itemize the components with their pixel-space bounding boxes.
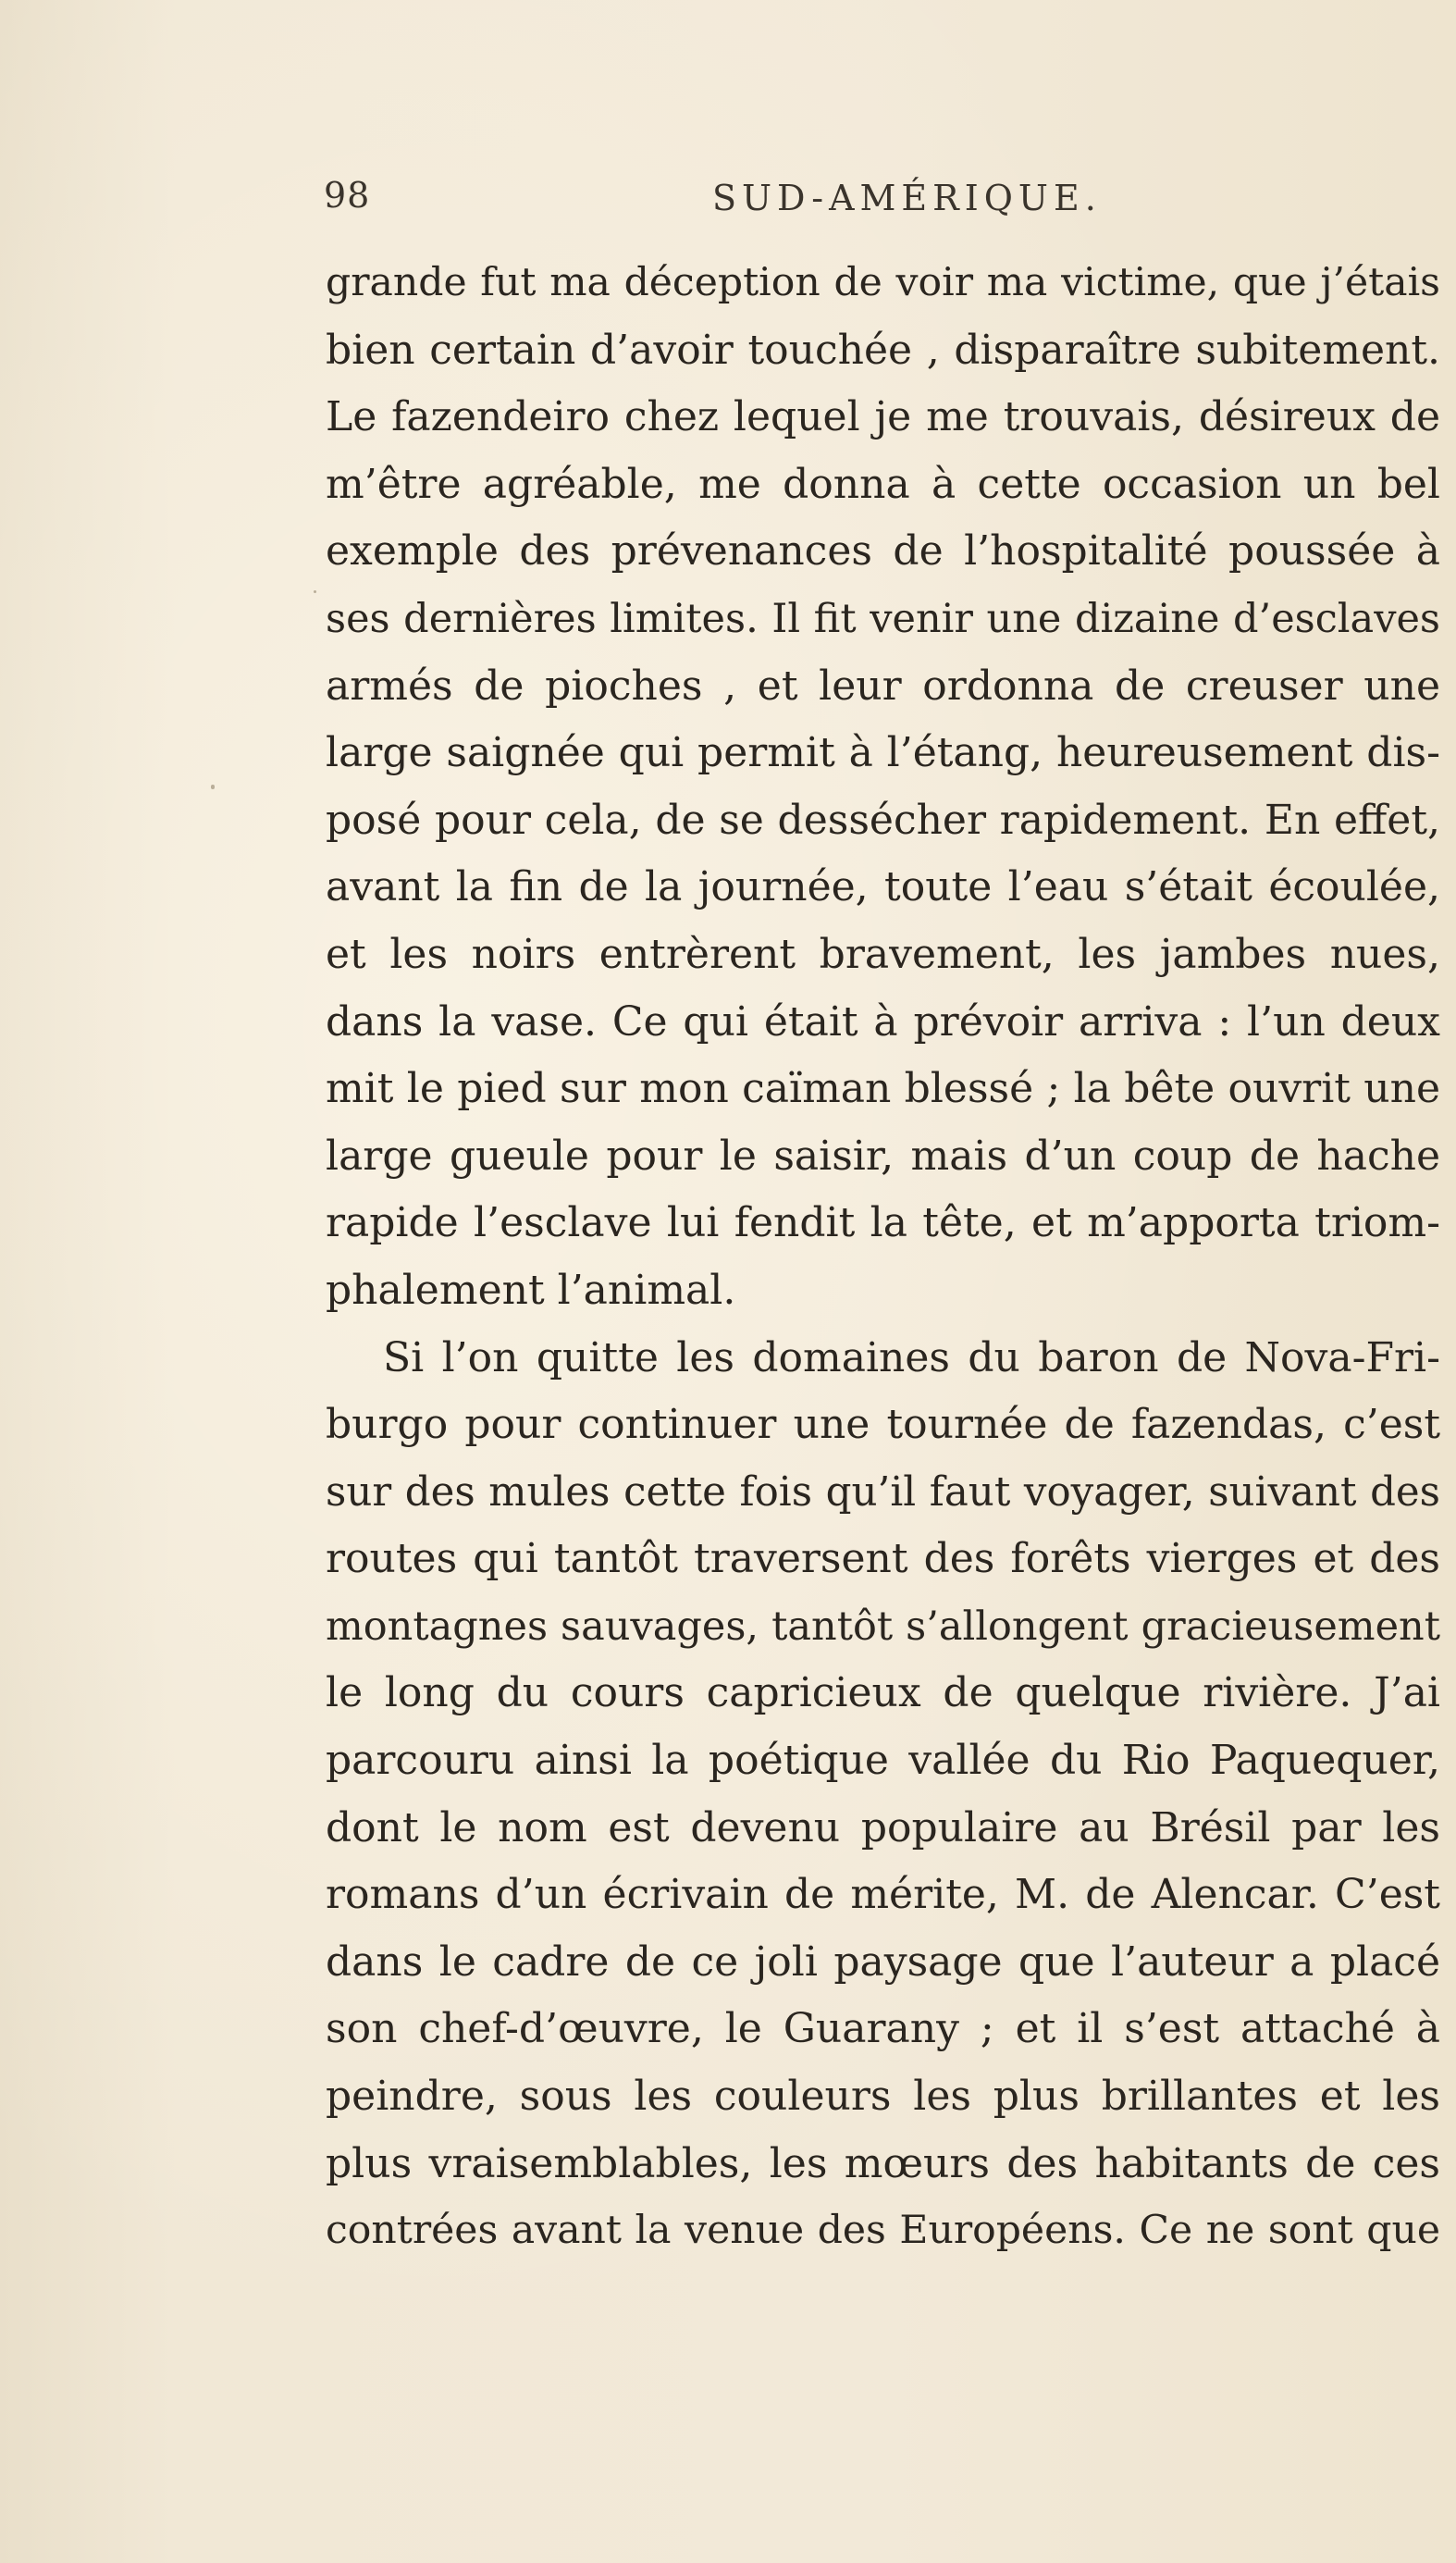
text-line: plus vraisemblables, les mœurs des habitants de ces (326, 2139, 1440, 2187)
text-line: large gueule pour le saisir, mais d’un coup de hache (326, 1132, 1440, 1180)
text-line: grande fut ma déception de voir ma victime, que j’étais (326, 260, 1440, 305)
text-line: ses dernières limites. Il fit venir une dizaine d’esclaves (326, 595, 1440, 642)
text-line-paragraph-start: Si l’on quitte les domaines du baron de Nova-Fri- (383, 1333, 1440, 1381)
text-line: armés de pioches , et leur ordonna de creuser une (326, 662, 1440, 710)
text-line: routes qui tantôt traversent des forêts vierges et des (326, 1535, 1440, 1583)
text-line: burgo pour continuer une tournée de fazendas, c’est (326, 1401, 1440, 1449)
text-line: parcouru ainsi la poétique vallée du Rio Paquequer, (326, 1737, 1440, 1785)
text-line-paragraph-end: phalement l’animal. (326, 1266, 736, 1314)
text-line: mit le pied sur mon caïman blessé ; la bête ouvrit une (326, 1065, 1440, 1113)
text-line: sur des mules cette fois qu’il faut voyager, suivant des (326, 1468, 1440, 1516)
text-line: posé pour cela, de se dessécher rapidement. En effet, (326, 796, 1440, 844)
text-line: le long du cours capricieux de quelque rivière. J’ai (326, 1669, 1440, 1717)
text-line: avant la fin de la journée, toute l’eau s’était écoulée, (326, 863, 1440, 911)
text-line: romans d’un écrivain de mérite, M. de Alencar. C’est (326, 1871, 1440, 1919)
text-line: contrées avant la venue des Européens. Ce ne sont que (326, 2208, 1440, 2254)
text-line: m’être agréable, me donna à cette occasion un bel (326, 460, 1440, 508)
text-line: Le fazendeiro chez lequel je me trouvais, désireux de (326, 393, 1440, 441)
text-line: peindre, sous les couleurs les plus brillantes et les (326, 2073, 1440, 2121)
paper-speck (211, 785, 215, 789)
text-line: bien certain d’avoir touchée , disparaître subitement. (326, 326, 1440, 374)
text-line: dont le nom est devenu populaire au Brésil par les (326, 1803, 1440, 1851)
text-line: dans le cadre de ce joli paysage que l’auteur a placé (326, 1938, 1440, 1986)
paper-speck (314, 590, 316, 593)
text-line: montagnes sauvages, tantôt s’allongent gracieusement (326, 1603, 1440, 1650)
body-text (326, 250, 1440, 2265)
running-title: SUD-AMÉRIQUE. (712, 178, 1102, 218)
text-line: son chef-d’œuvre, le Guarany ; et il s’est attaché à (326, 2005, 1440, 2053)
page-number: 98 (324, 175, 371, 216)
text-line: et les noirs entrèrent bravement, les jambes nues, (326, 930, 1440, 978)
text-line: exemple des prévenances de l’hospitalité poussée à (326, 527, 1440, 576)
text-line: rapide l’esclave lui fendit la tête, et m’apporta triom- (326, 1199, 1440, 1247)
text-line: dans la vase. Ce qui était à prévoir arriva : l’un deux (326, 997, 1440, 1046)
text-line: large saignée qui permit à l’étang, heureusement dis- (326, 729, 1440, 777)
